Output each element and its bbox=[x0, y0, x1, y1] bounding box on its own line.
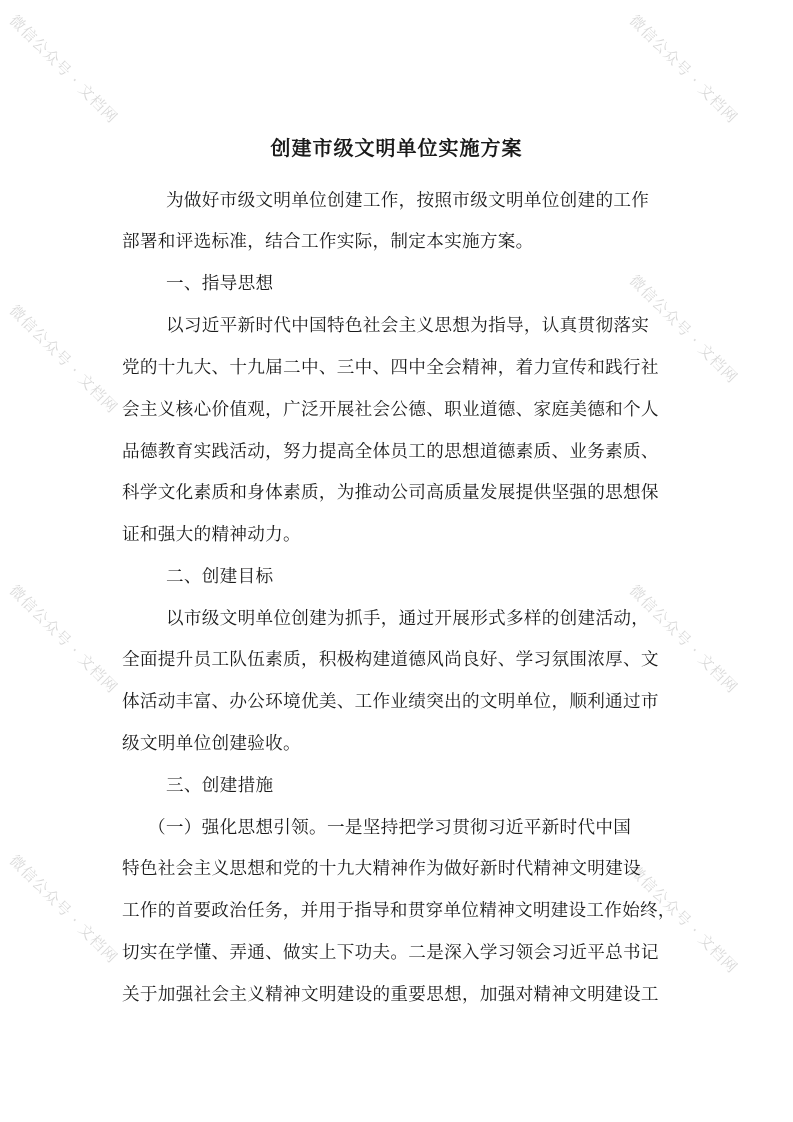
watermark-text: 微信公众号 · 文档网 bbox=[5, 11, 122, 127]
body-line: 为做好市级文明单位创建工作，按照市级文明单位创建的工作 bbox=[166, 191, 650, 211]
body-line: 会主义核心价值观，广泛开展社会公德、职业道德、家庭美德和个人 bbox=[122, 400, 659, 420]
body-line: （一）强化思想引领。一是坚持把学习贯彻习近平新时代中国 bbox=[148, 818, 632, 838]
body-line: 党的十九大、十九届二中、三中、四中全会精神，着力宣传和践行社 bbox=[122, 358, 659, 378]
body-line: 体活动丰富、办公环境优美、工作业绩突出的文明单位，顺利通过市 bbox=[122, 692, 659, 712]
watermark-text: 微信公众号 · 文档网 bbox=[5, 301, 122, 417]
body-line: 部署和评选标准，结合工作实际，制定本实施方案。 bbox=[122, 232, 534, 252]
section-heading: 二、创建目标 bbox=[166, 567, 274, 587]
body-line: 级文明单位创建验收。 bbox=[122, 734, 301, 754]
watermark-text: 微信公众号 · 文档网 bbox=[625, 271, 742, 387]
body-line: 特色社会主义思想和党的十九大精神作为做好新时代精神文明建设 bbox=[122, 859, 641, 879]
body-line: 品德教育实践活动，努力提高全体员工的思想道德素质、业务素质、 bbox=[122, 442, 659, 462]
body-line: 以习近平新时代中国特色社会主义思想为指导，认真贯彻落实 bbox=[166, 316, 650, 336]
watermark-text: 微信公众号 · 文档网 bbox=[5, 851, 122, 967]
body-line: 科学文化素质和身体素质，为推动公司高质量发展提供坚强的思想保 bbox=[122, 483, 659, 503]
document-title: 创建市级文明单位实施方案 bbox=[270, 136, 523, 160]
body-line: 关于加强社会主义精神文明建设的重要思想，加强对精神文明建设工 bbox=[122, 985, 659, 1005]
watermark-text: 微信公众号 · 文档网 bbox=[625, 11, 742, 127]
watermark-text: 微信公众号 · 文档网 bbox=[625, 861, 742, 977]
watermark-text: 微信公众号 · 文档网 bbox=[625, 581, 742, 697]
body-line: 以市级文明单位创建为抓手，通过开展形式多样的创建活动， bbox=[166, 609, 650, 629]
body-line: 工作的首要政治任务，并用于指导和贯穿单位精神文明建设工作始终， bbox=[122, 901, 676, 921]
body-line: 证和强大的精神动力。 bbox=[122, 525, 301, 545]
body-line: 全面提升员工队伍素质，积极构建道德风尚良好、学习氛围浓厚、文 bbox=[122, 650, 659, 670]
body-line: 切实在学懂、弄通、做实上下功夫。二是深入学习领会习近平总书记 bbox=[122, 943, 659, 963]
section-heading: 一、指导思想 bbox=[166, 274, 274, 294]
watermark-text: 微信公众号 · 文档网 bbox=[5, 581, 122, 697]
section-heading: 三、创建措施 bbox=[166, 776, 274, 796]
